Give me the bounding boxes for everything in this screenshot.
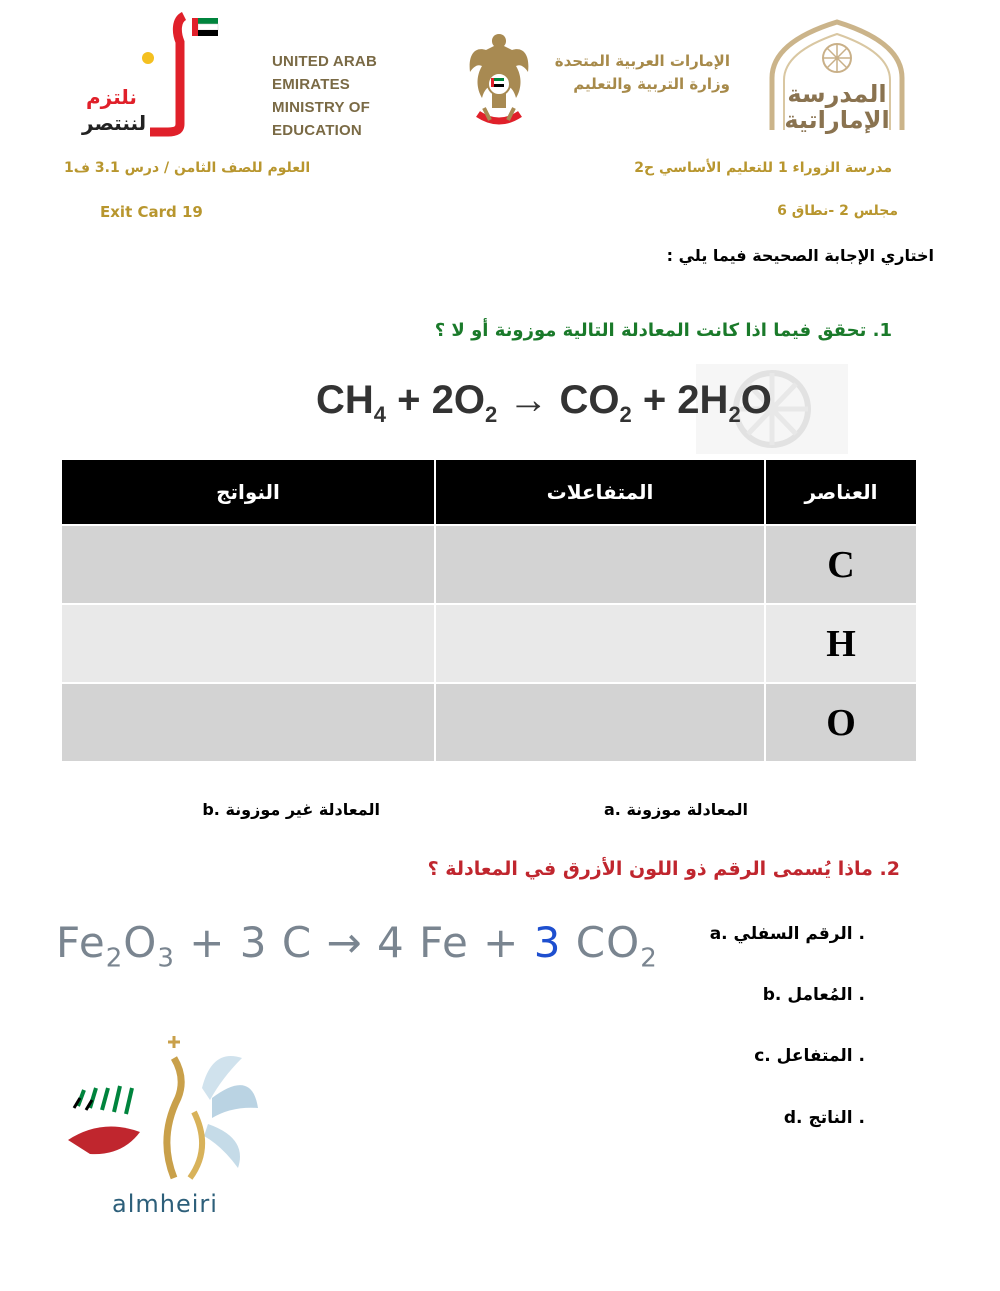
equation-1 — [316, 378, 772, 428]
q2-option-d[interactable]: d. الناتج . — [783, 1108, 865, 1128]
eq1-part: O — [740, 378, 772, 422]
ministry-ar-line1: الإمارات العربية المتحدة — [554, 52, 730, 70]
element-cell: C — [765, 525, 917, 604]
eq1-part: + 2H — [631, 378, 729, 422]
eq1-sub: 4 — [373, 402, 387, 427]
table-row — [61, 525, 917, 604]
q2-option-a[interactable]: a. الرقم السفلي . — [709, 924, 865, 944]
ministry-name-en — [272, 50, 456, 142]
ministry-en-line2: MINISTRY OF EDUCATION — [272, 99, 371, 139]
equation-2 — [56, 918, 658, 973]
reactants-cell[interactable] — [435, 525, 765, 604]
q2-option-c[interactable]: c. المتفاعل . — [754, 1046, 865, 1066]
products-cell[interactable] — [61, 683, 435, 762]
eq2-sub: 2 — [105, 943, 124, 974]
eq2-sub: 2 — [640, 943, 658, 974]
header-elements: العناصر — [765, 460, 917, 525]
question-2: 2. ماذا يُسمى الرقم ذو اللون الأزرق في المعادلة ؟ — [427, 858, 900, 880]
eq1-part: → CO — [497, 378, 620, 422]
school-logo-line2: الإماراتية — [784, 106, 890, 134]
eq2-part: + 3 C → 4 Fe + — [174, 918, 534, 967]
q1-option-a[interactable]: a. المعادلة موزونة — [603, 800, 748, 819]
eq1-sub: 2 — [619, 402, 632, 427]
question-1: 1. تحقق فيما اذا كانت المعادلة التالية موزونة أو لا ؟ — [434, 320, 892, 341]
slogan-logo — [80, 12, 220, 138]
element-cell: O — [765, 683, 917, 762]
council-zone: مجلس 2 -نطاق 6 — [777, 203, 898, 219]
eq2-coefficient-highlight: 3 — [533, 918, 562, 967]
exit-card-label: Exit Card 19 — [100, 203, 203, 221]
eq2-part: Fe — [56, 918, 106, 967]
ministry-name-ar — [540, 50, 730, 96]
subject-lesson: العلوم للصف الثامن / درس 3.1 ف1 — [64, 160, 311, 176]
instruction: اختاري الإجابة الصحيحة فيما يلي : — [666, 246, 934, 265]
eq1-sub: 2 — [484, 402, 498, 427]
eq1-part: + 2O — [386, 378, 485, 422]
uae-emblem-icon — [464, 28, 534, 133]
ministry-ar-line2: وزارة التربية والتعليم — [573, 75, 730, 93]
reactants-cell[interactable] — [435, 683, 765, 762]
header-reactants: المتفاعلات — [435, 460, 765, 525]
table-row — [61, 604, 917, 683]
element-cell: H — [765, 604, 917, 683]
header-products: النواتج — [61, 460, 435, 525]
eq2-sub: 3 — [157, 943, 175, 974]
table-row — [61, 683, 917, 762]
products-cell[interactable] — [61, 604, 435, 683]
balance-table — [60, 460, 918, 763]
slogan-line2: لننتصر — [82, 111, 147, 135]
brand-name: almheiri — [112, 1190, 218, 1218]
ministry-en-line1: UNITED ARAB EMIRATES — [272, 53, 377, 93]
eq2-part: O — [123, 918, 158, 967]
q1-option-b[interactable]: b. المعادلة غير موزونة — [202, 800, 380, 819]
emirati-school-logo — [752, 18, 922, 136]
q2-option-b[interactable]: b. المُعامل . — [762, 985, 865, 1005]
eq1-sub: 2 — [728, 402, 741, 427]
slogan-line1: نلتزم — [86, 85, 137, 109]
eq2-part: CO — [561, 918, 641, 967]
products-cell[interactable] — [61, 525, 435, 604]
school-name: مدرسة الزوراء 1 للتعليم الأساسي ح2 — [634, 160, 892, 176]
reactants-cell[interactable] — [435, 604, 765, 683]
eq1-ch: CH — [316, 378, 374, 422]
school-logo-line1: المدرسة — [787, 80, 887, 108]
